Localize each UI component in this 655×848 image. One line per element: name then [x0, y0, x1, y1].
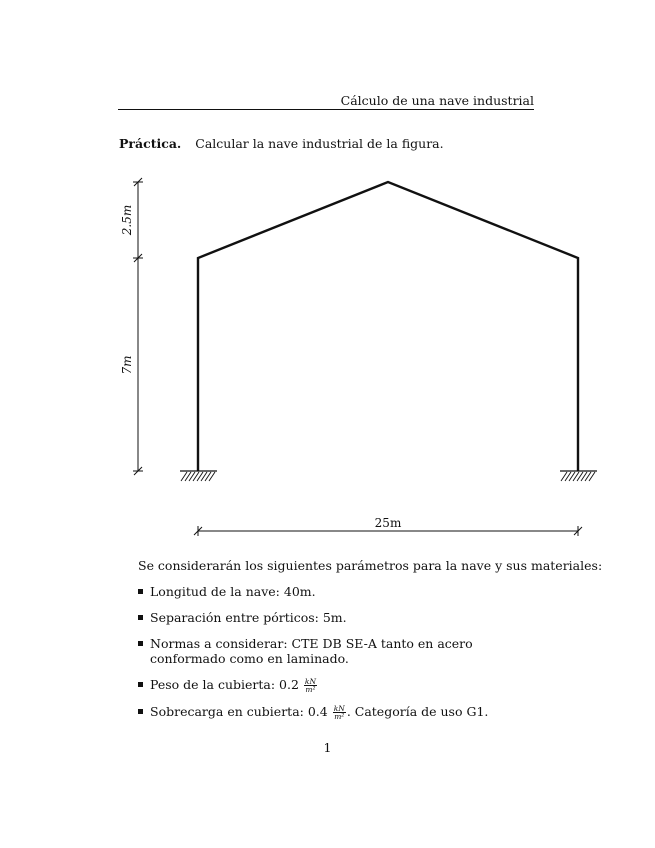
param-text: Peso de la cubierta: 0.2 — [150, 677, 299, 692]
unit-fraction — [333, 705, 346, 720]
fraction-numerator: kN — [333, 704, 345, 713]
unit-fraction — [304, 678, 317, 693]
list-item — [138, 610, 538, 625]
left-fixed-support — [180, 471, 217, 481]
bullet-icon — [138, 589, 143, 594]
column-height-label: 7m — [120, 355, 134, 375]
parameters-intro: Se considerarán los siguientes parámetros para la nave y sus materiales: — [138, 558, 603, 573]
list-item — [138, 704, 538, 720]
list-item — [138, 636, 538, 666]
param-text: Normas a considerar: CTE DB SE-A tanto en acero conformado como en laminado. — [150, 636, 473, 666]
page-number: 1 — [323, 740, 332, 755]
bullet-icon — [138, 615, 143, 620]
list-item — [138, 584, 538, 599]
parameters-list — [138, 584, 538, 731]
fraction-denominator: m² — [334, 712, 345, 721]
roof-height-label: 2.5m — [120, 204, 134, 236]
param-text: Separación entre pórticos: 5m. — [150, 610, 347, 625]
bullet-icon — [138, 709, 143, 714]
exercise-label: Práctica. — [119, 136, 182, 151]
bullet-icon — [138, 641, 143, 646]
list-item — [138, 677, 538, 693]
right-fixed-support — [560, 471, 597, 481]
exercise-text: Calcular la nave industrial de la figura. — [195, 136, 444, 151]
bullet-icon — [138, 682, 143, 687]
header-title: Cálculo de una nave industrial — [340, 93, 534, 108]
vertical-dimension-line — [133, 178, 143, 475]
param-text: Longitud de la nave: 40m. — [150, 584, 316, 599]
fraction-denominator: m² — [305, 685, 316, 694]
fraction-numerator: kN — [304, 677, 317, 686]
span-label: 25m — [374, 516, 402, 530]
param-text: Sobrecarga en cubierta: 0.4 — [150, 704, 328, 719]
portal-frame — [198, 182, 578, 471]
param-suffix: . Categoría de uso G1. — [346, 704, 489, 719]
